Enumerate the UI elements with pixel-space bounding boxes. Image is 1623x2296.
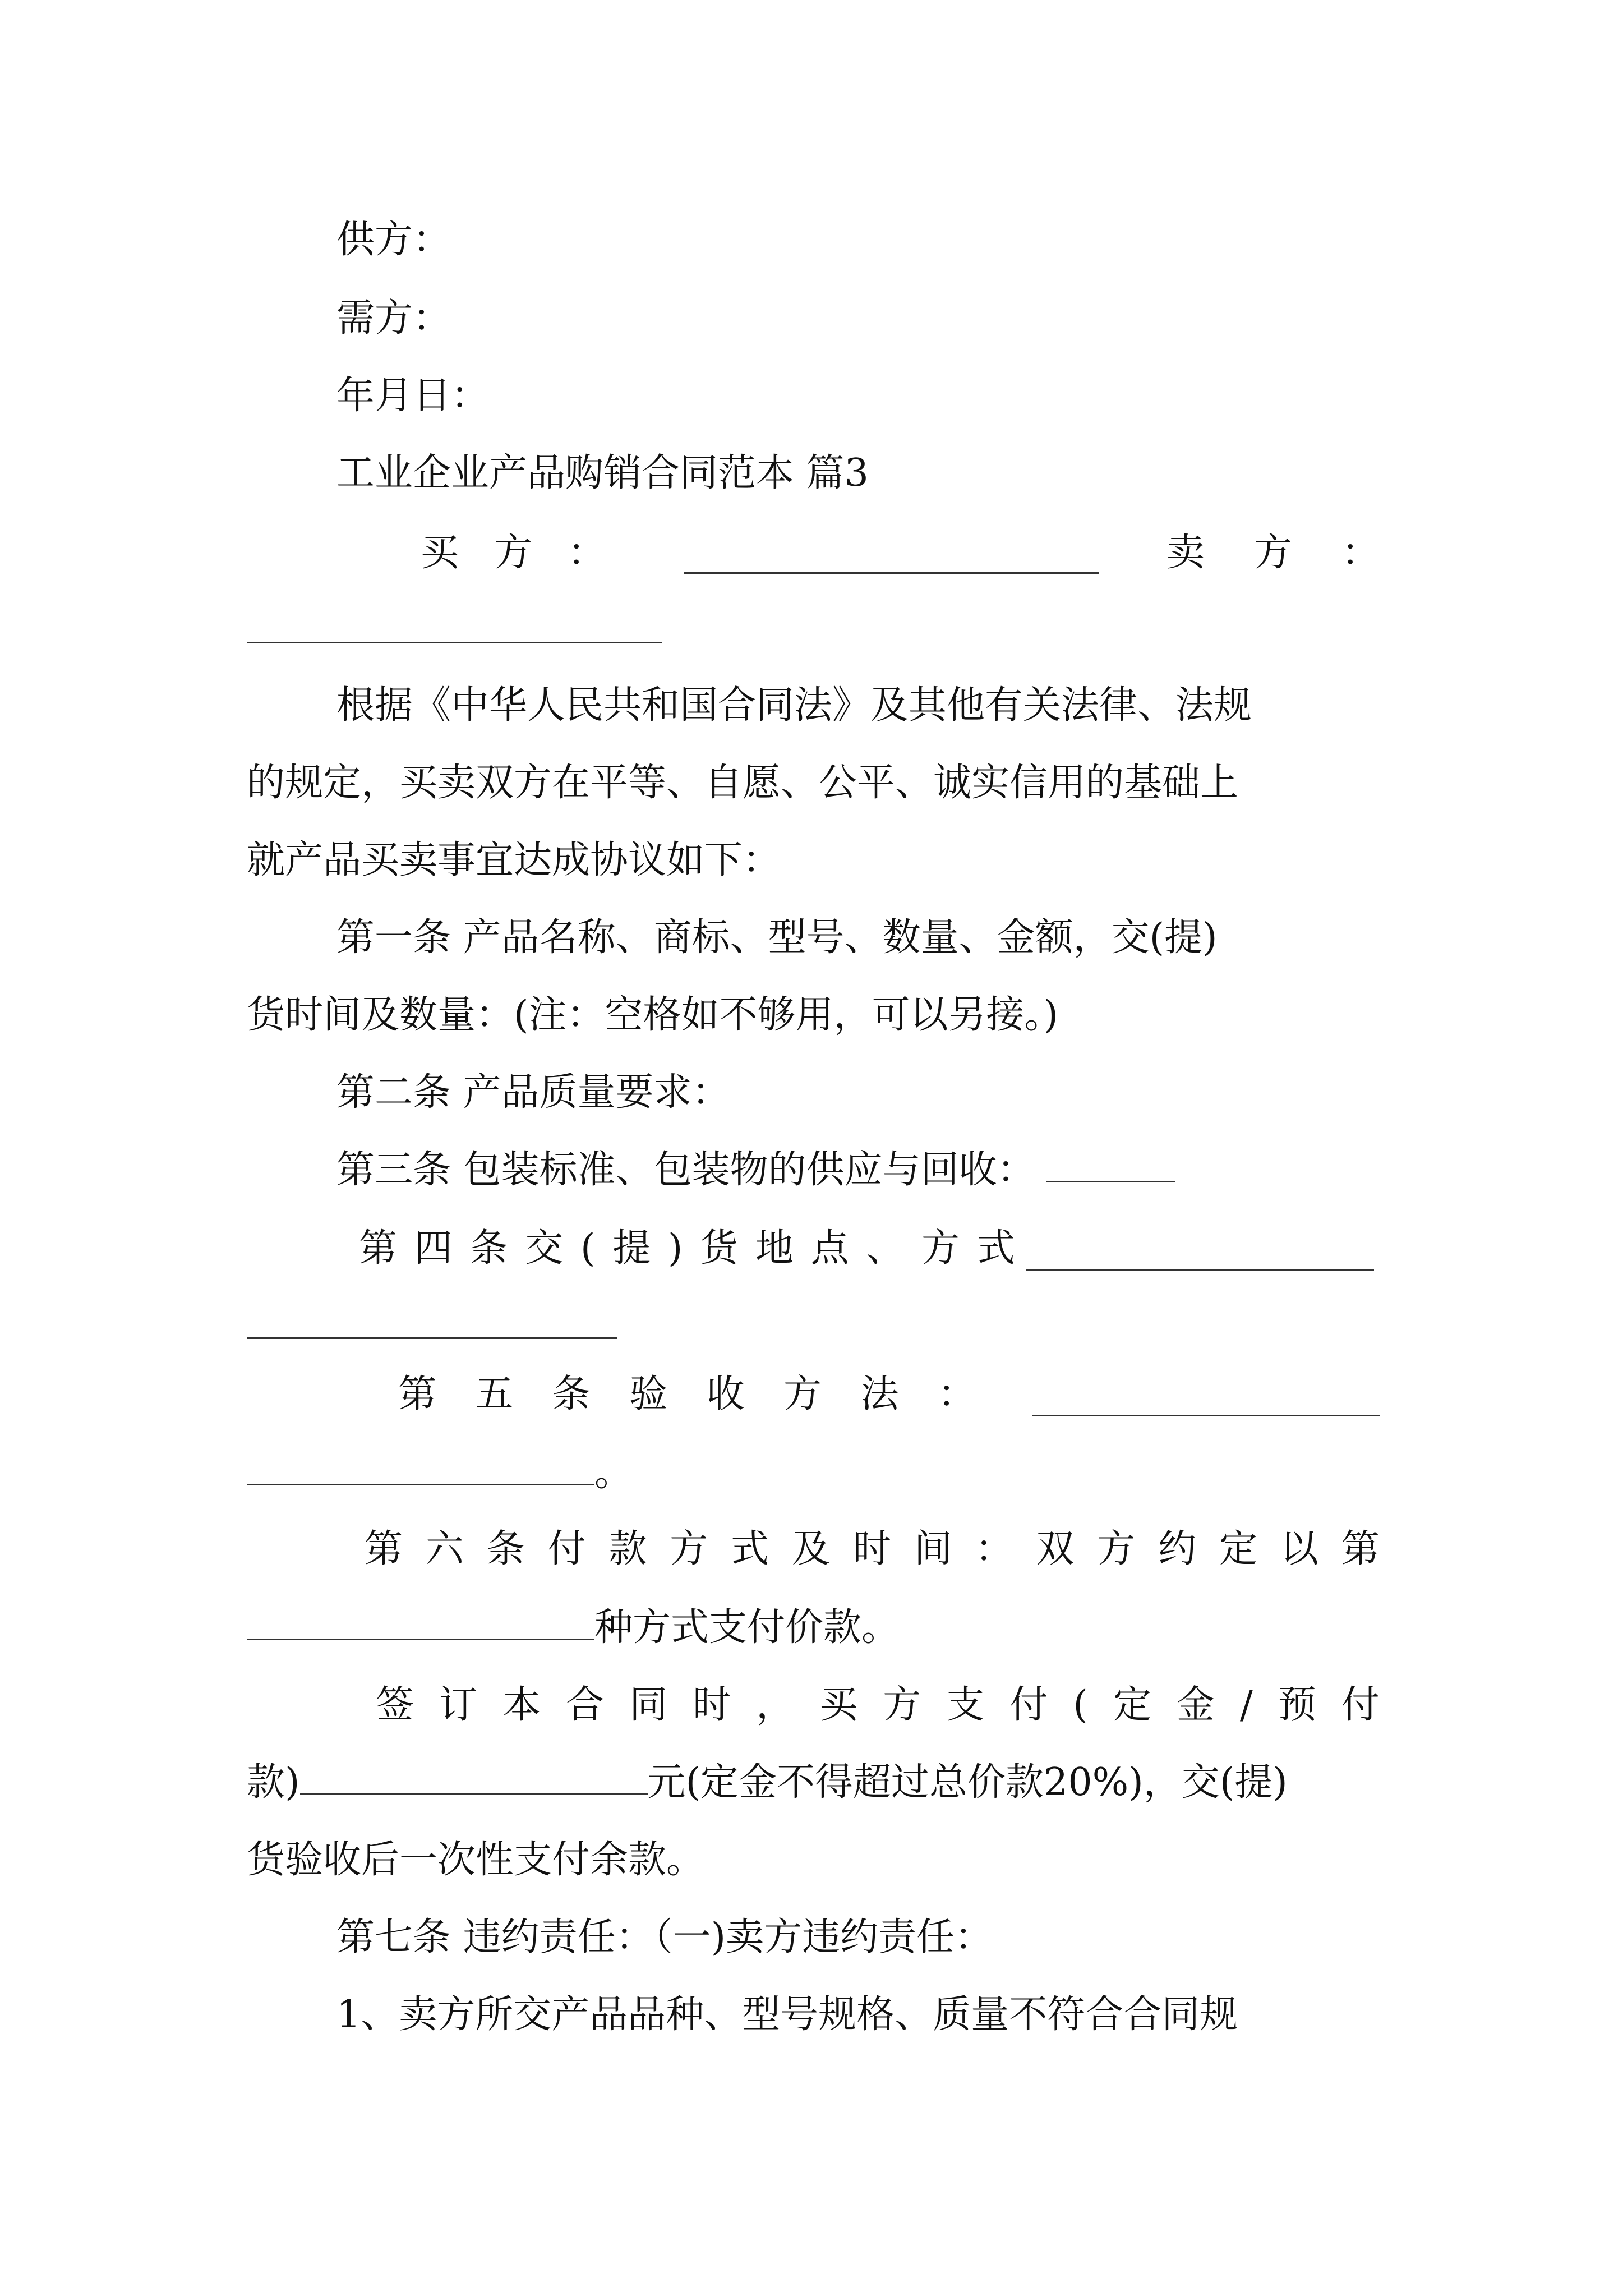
section-heading: 工业企业产品购销合同范本 篇3 bbox=[336, 451, 869, 495]
article-3-line bbox=[336, 1142, 1175, 1198]
article-7-item-1: 1、卖方所交产品品种、型号规格、质量不符合合同规 bbox=[336, 1993, 1238, 2037]
article-4-char: 点 bbox=[810, 1226, 849, 1271]
article-6-end: 种方式支付价款。 bbox=[594, 1605, 900, 1650]
deposit-char: ， bbox=[756, 1683, 795, 1727]
article-6-line-2 bbox=[247, 1600, 900, 1656]
deposit-char: 付 bbox=[1341, 1683, 1380, 1727]
buyer-label-char: ： bbox=[567, 531, 606, 575]
article-4-char: 式 bbox=[976, 1226, 1015, 1271]
article-5-blank-cont bbox=[247, 1479, 594, 1485]
deposit-char: 金 bbox=[1176, 1683, 1215, 1727]
buyer-label-char: 买 bbox=[421, 531, 459, 575]
deposit-char: 合 bbox=[566, 1683, 605, 1727]
article-4-char: 第 bbox=[359, 1226, 398, 1271]
article-5-text bbox=[398, 1366, 976, 1423]
article-6-char: 第 bbox=[365, 1527, 403, 1571]
deposit-char: 同 bbox=[629, 1683, 668, 1727]
deposit-char: / bbox=[1239, 1683, 1253, 1727]
article-6-char: 款 bbox=[608, 1527, 647, 1571]
article-6-char: 六 bbox=[425, 1527, 464, 1571]
article-5-char: 验 bbox=[629, 1372, 668, 1416]
deposit-char: 方 bbox=[883, 1683, 921, 1727]
intro-line-1: 根据《中华人民共和国合同法》及其他有关法律、法规 bbox=[336, 683, 1252, 728]
deposit-char: 签 bbox=[376, 1683, 414, 1727]
deposit-char: 预 bbox=[1278, 1683, 1316, 1727]
deposit-char: 订 bbox=[439, 1683, 478, 1727]
seller-label bbox=[1166, 525, 1380, 581]
buyer-label-char: 方 bbox=[494, 531, 532, 575]
article-1-line-1: 第一条 产品名称、商标、型号、数量、金额，交(提) bbox=[336, 915, 1218, 960]
seller-name-blank bbox=[247, 637, 662, 643]
buyer-party-line: 需方： bbox=[336, 296, 451, 341]
article-4-char: 货 bbox=[700, 1226, 739, 1271]
article-4-char: 交 bbox=[525, 1226, 564, 1271]
article-4-char: ( bbox=[580, 1226, 596, 1271]
article-5-line bbox=[398, 1366, 1380, 1423]
article-5-line-2 bbox=[247, 1445, 633, 1501]
article-6-line bbox=[365, 1521, 1380, 1577]
deposit-char: 本 bbox=[502, 1683, 541, 1727]
deposit-amount-blank bbox=[300, 1789, 648, 1795]
article-5-char: 方 bbox=[783, 1372, 822, 1416]
seller-label-char: 卖 bbox=[1166, 531, 1205, 575]
article-3-text: 第三条 包装标准、包装物的供应与回收： bbox=[336, 1148, 1035, 1192]
parties-line bbox=[336, 525, 1380, 581]
article-5-char: ： bbox=[937, 1372, 976, 1416]
article-4-char: 条 bbox=[469, 1226, 508, 1271]
deposit-char: 支 bbox=[946, 1683, 985, 1727]
article-2-line: 第二条 产品质量要求： bbox=[336, 1070, 730, 1115]
article-6-char: 间 bbox=[914, 1527, 952, 1571]
article-4-char: 地 bbox=[755, 1226, 794, 1271]
article-6-char: 双 bbox=[1036, 1527, 1075, 1571]
intro-line-2: 的规定，买卖双方在平等、自愿、公平、诚实信用的基础上 bbox=[247, 761, 1239, 805]
article-6-char: 约 bbox=[1158, 1527, 1197, 1571]
article-4-blank-cont bbox=[247, 1333, 617, 1339]
article-5-char: 条 bbox=[552, 1372, 591, 1416]
article-6-char: ： bbox=[975, 1527, 1013, 1571]
article-4-blank bbox=[1026, 1264, 1374, 1271]
deposit-text-2a: 款) bbox=[247, 1760, 300, 1805]
article-5-char: 法 bbox=[860, 1372, 899, 1416]
article-7-line: 第七条 违约责任：（一)卖方违约责任： bbox=[336, 1915, 993, 1959]
article-6-char: 式 bbox=[731, 1527, 769, 1571]
article-4-text bbox=[359, 1221, 1015, 1277]
article-6-char: 付 bbox=[547, 1527, 586, 1571]
article-6-char: 时 bbox=[852, 1527, 891, 1571]
article-4-line bbox=[359, 1221, 1368, 1277]
supplier-line: 供方： bbox=[336, 218, 451, 262]
deposit-text bbox=[376, 1677, 1380, 1733]
deposit-char: 定 bbox=[1113, 1683, 1151, 1727]
article-5-blank bbox=[1032, 1410, 1380, 1416]
deposit-char: 买 bbox=[819, 1683, 858, 1727]
article-5-end: 。 bbox=[594, 1451, 633, 1495]
deposit-text-2b: 元(定金不得超过总价款20%)，交(提) bbox=[647, 1760, 1288, 1805]
article-4-char: ) bbox=[667, 1226, 683, 1271]
article-1-line-2: 货时间及数量：(注：空格如不够用，可以另接。) bbox=[247, 993, 1059, 1037]
deposit-line-3: 货验收后一次性支付余款。 bbox=[247, 1838, 705, 1882]
deposit-line-1 bbox=[376, 1677, 1380, 1733]
article-6-char: 方 bbox=[1097, 1527, 1136, 1571]
article-6-char: 条 bbox=[486, 1527, 525, 1571]
article-4-char: 、 bbox=[866, 1226, 905, 1271]
intro-line-3: 就产品买卖事宜达成协议如下： bbox=[247, 838, 781, 882]
article-6-char: 第 bbox=[1341, 1527, 1380, 1571]
deposit-char: ( bbox=[1073, 1683, 1088, 1727]
article-6-blank bbox=[247, 1634, 594, 1640]
article-5-char: 五 bbox=[475, 1372, 514, 1416]
seller-label-char: 方 bbox=[1253, 531, 1292, 575]
article-6-text bbox=[365, 1521, 1380, 1577]
article-4-char: 方 bbox=[921, 1226, 960, 1271]
deposit-char: 付 bbox=[1009, 1683, 1048, 1727]
article-5-char: 第 bbox=[398, 1372, 437, 1416]
article-6-char: 定 bbox=[1219, 1527, 1258, 1571]
article-6-char: 以 bbox=[1280, 1527, 1318, 1571]
seller-label-char: ： bbox=[1341, 531, 1380, 575]
deposit-char: 时 bbox=[693, 1683, 731, 1727]
buyer-name-blank bbox=[684, 568, 1099, 574]
article-5-char: 收 bbox=[706, 1372, 745, 1416]
article-3-blank bbox=[1046, 1176, 1175, 1182]
article-4-char: 提 bbox=[612, 1226, 651, 1271]
buyer-label bbox=[421, 525, 606, 581]
deposit-line-2 bbox=[247, 1755, 1288, 1811]
date-line: 年月日： bbox=[336, 374, 490, 418]
article-4-char: 四 bbox=[414, 1226, 453, 1271]
article-6-char: 方 bbox=[670, 1527, 708, 1571]
article-6-char: 及 bbox=[792, 1527, 831, 1571]
